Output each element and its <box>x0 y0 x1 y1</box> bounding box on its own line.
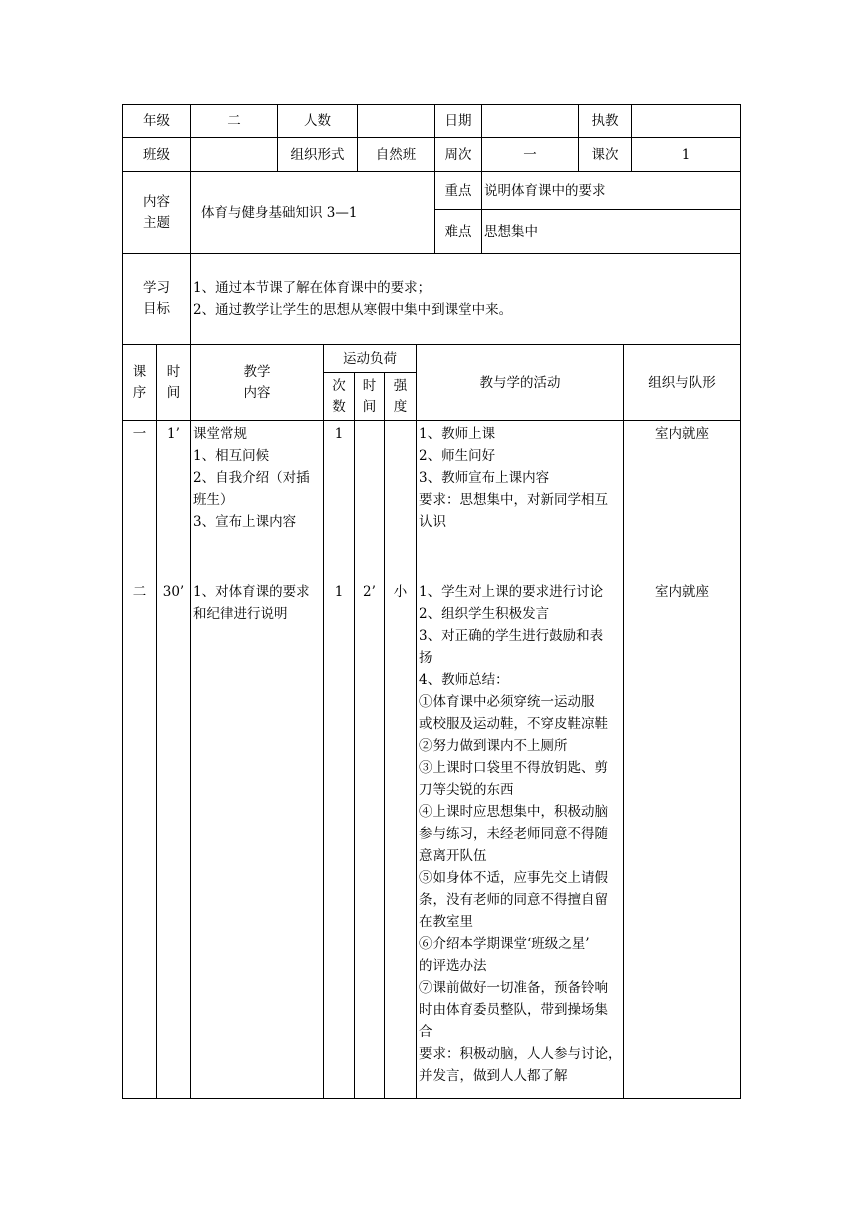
row-content-block <box>193 581 323 625</box>
teacher-value <box>632 105 741 138</box>
goal-label-line1: 学习 <box>143 280 170 296</box>
activity-line: ⑦课前做好一切准备，预备铃响 <box>419 980 609 996</box>
activity-line: 扬 <box>419 650 433 666</box>
col-content-line1: 教学 <box>243 363 271 380</box>
activity-line: 1、教师上课 <box>419 426 496 442</box>
col-duration-line2: 间 <box>362 398 377 415</box>
activity-line: 认识 <box>419 514 447 530</box>
week-value: 一 <box>482 138 579 172</box>
activity-line: 4、教师总结： <box>419 672 509 688</box>
col-intensity-line2: 度 <box>393 398 408 415</box>
row-content-cell <box>191 421 324 1099</box>
activity-line: 3、对正确的学生进行鼓励和表 <box>419 628 604 644</box>
class-label: 班级 <box>123 138 191 172</box>
lesson-value: 1 <box>632 138 741 172</box>
row-organization-cell <box>624 421 741 1099</box>
col-content-header <box>191 345 324 421</box>
row-seq: 一 <box>132 426 147 442</box>
activity-line: 或校服及运动鞋，不穿皮鞋凉鞋 <box>419 716 609 732</box>
goal-line: 1、通过本节课了解在体育课中的要求； <box>193 280 432 296</box>
row-activity-block <box>419 581 623 1087</box>
row-content-block <box>193 421 323 581</box>
lesson-label: 课次 <box>579 138 632 172</box>
activity-line: 在教室里 <box>419 914 474 930</box>
col-duration-line1: 时 <box>362 377 377 394</box>
activity-line: 参与练习，未经老师同意不得随 <box>419 826 609 842</box>
activity-line: 2、组织学生积极发言 <box>419 606 550 622</box>
row-time: 30’ <box>162 584 185 600</box>
content-line: 1、相互问候 <box>193 448 270 464</box>
activity-line: 的评选办法 <box>419 958 487 974</box>
activity-line: ②努力做到课内不上厕所 <box>419 738 568 754</box>
goal-label-line2: 目标 <box>143 301 170 317</box>
week-label: 周次 <box>435 138 482 172</box>
content-line: 3、宣布上课内容 <box>193 514 297 530</box>
activity-line: 意离开队伍 <box>419 848 487 864</box>
count-value <box>358 105 435 138</box>
content-line: 班生） <box>193 492 234 508</box>
activity-line: ①体育课中必须穿统一运动服 <box>419 694 595 710</box>
row-intensity: 小 <box>393 584 408 600</box>
content-line: 2、自我介绍（对插 <box>193 470 310 486</box>
org-label: 组织形式 <box>278 138 358 172</box>
activity-line: 合 <box>419 1024 433 1040</box>
col-times-line1: 次 <box>332 377 346 394</box>
col-load-header: 运动负荷 <box>324 345 417 373</box>
activity-line: 条，没有老师的同意不得擅自留 <box>419 892 609 908</box>
lesson-info-table <box>122 104 741 345</box>
col-time-header <box>157 345 191 421</box>
activity-line: 并发言，做到人人都了解 <box>419 1068 568 1084</box>
goal-label <box>123 254 191 345</box>
activity-line: 刀等尖锐的东西 <box>419 782 514 798</box>
date-label: 日期 <box>435 105 482 138</box>
activity-line: ④上课时应思想集中，积极动脑 <box>419 804 609 820</box>
topic-label <box>123 172 191 254</box>
topic-value: 体育与健身基础知识 3—1 <box>191 172 435 254</box>
activity-line: 1、学生对上课的要求进行讨论 <box>419 584 604 600</box>
activity-line: ③上课时口袋里不得放钥匙、剪 <box>419 760 609 776</box>
col-intensity-header <box>385 373 417 421</box>
col-activity-header: 教与学的活动 <box>417 345 624 421</box>
goal-line: 2、通过教学让学生的思想从寒假中集中到课堂中来。 <box>193 302 513 318</box>
row-duration <box>355 421 384 581</box>
count-label: 人数 <box>278 105 358 138</box>
difficulty-label: 难点 <box>435 210 482 254</box>
row-times: 1 <box>334 426 344 442</box>
lesson-plan-table <box>122 344 741 1099</box>
row-activity-block <box>419 421 623 581</box>
grade-value: 二 <box>191 105 278 138</box>
row-seq-cell <box>123 421 157 1099</box>
row-seq: 二 <box>132 584 147 600</box>
focus-label: 重点 <box>435 172 482 210</box>
activity-line: 要求：积极动脑，人人参与讨论， <box>419 1046 622 1062</box>
row-organization: 室内就座 <box>655 426 710 442</box>
col-time-line1: 时 <box>166 363 181 380</box>
col-seq-header <box>123 345 157 421</box>
goals <box>191 254 741 345</box>
activity-line: ⑥介绍本学期课堂‘班级之星’ <box>419 936 590 952</box>
activity-line: 时由体育委员整队，带到操场集 <box>419 1002 609 1018</box>
col-organization-header: 组织与队形 <box>624 345 741 421</box>
content-line: 1、对体育课的要求 <box>193 584 310 600</box>
content-line: 课堂常规 <box>193 426 247 442</box>
col-seq-line2: 序 <box>132 384 147 401</box>
date-value <box>482 105 579 138</box>
row-times: 1 <box>334 584 344 600</box>
grade-label: 年级 <box>123 105 191 138</box>
row-duration-cell <box>355 421 385 1099</box>
row-duration: 2’ <box>363 584 376 600</box>
col-times-line2: 数 <box>332 398 346 415</box>
col-time-line2: 间 <box>166 384 181 401</box>
activity-line: 3、教师宣布上课内容 <box>419 470 550 486</box>
col-seq-line1: 课 <box>132 363 147 380</box>
topic-label-line2: 主题 <box>143 214 170 231</box>
org-value: 自然班 <box>358 138 435 172</box>
difficulty-value: 思想集中 <box>482 210 741 254</box>
activity-line: ⑤如身体不适，应事先交上请假 <box>419 870 609 886</box>
focus-value: 说明体育课中的要求 <box>482 172 741 210</box>
row-intensity-cell <box>385 421 417 1099</box>
activity-line: 2、师生问好 <box>419 448 496 464</box>
row-intensity <box>385 421 416 581</box>
content-line: 和纪律进行说明 <box>193 606 288 622</box>
teacher-label: 执教 <box>579 105 632 138</box>
row-organization: 室内就座 <box>655 584 710 600</box>
col-content-line2: 内容 <box>243 384 271 401</box>
col-duration-header <box>355 373 385 421</box>
row-times-cell <box>324 421 355 1099</box>
row-time-cell <box>157 421 191 1099</box>
activity-line: 要求：思想集中，对新同学相互 <box>419 492 609 508</box>
row-activity-cell <box>417 421 624 1099</box>
col-intensity-line1: 强 <box>393 377 408 394</box>
class-value <box>191 138 278 172</box>
topic-label-line1: 内容 <box>143 193 170 210</box>
row-time: 1’ <box>167 426 180 442</box>
col-times-header <box>324 373 355 421</box>
